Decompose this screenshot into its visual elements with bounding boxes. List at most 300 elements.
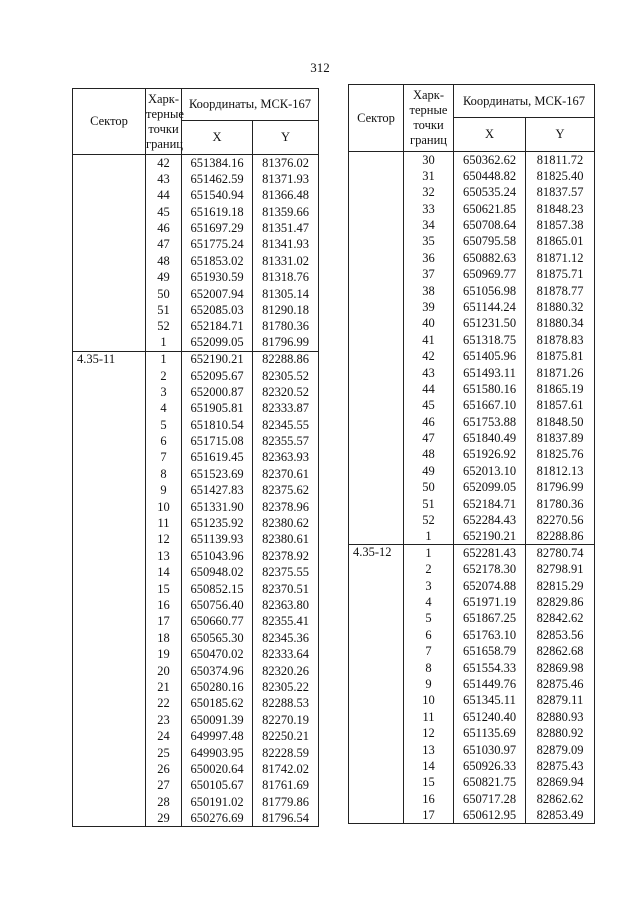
point-number-cell: 27 bbox=[146, 777, 182, 793]
table-row bbox=[73, 286, 319, 302]
table-row bbox=[73, 187, 319, 203]
sector-cell bbox=[73, 679, 146, 695]
x-coordinate-cell: 652284.43 bbox=[454, 512, 526, 528]
y-coordinate-cell: 82780.74 bbox=[526, 545, 595, 561]
y-coordinate-cell: 82363.80 bbox=[253, 597, 319, 613]
x-coordinate-cell: 651523.69 bbox=[182, 466, 253, 482]
x-coordinate-cell: 651427.83 bbox=[182, 482, 253, 498]
y-coordinate-cell: 81837.57 bbox=[526, 184, 595, 200]
point-number-cell: 6 bbox=[146, 433, 182, 449]
sector-cell bbox=[349, 430, 404, 446]
table-row bbox=[73, 204, 319, 220]
y-coordinate-cell: 82333.64 bbox=[253, 646, 319, 662]
point-number-cell: 17 bbox=[404, 807, 454, 823]
x-coordinate-cell: 651926.92 bbox=[454, 447, 526, 463]
y-header: Y bbox=[526, 118, 595, 152]
x-coordinate-cell: 651867.25 bbox=[454, 610, 526, 626]
point-number-cell: 3 bbox=[146, 384, 182, 400]
y-coordinate-cell: 81779.86 bbox=[253, 794, 319, 810]
sector-cell bbox=[349, 496, 404, 512]
sector-cell bbox=[73, 368, 146, 384]
x-coordinate-cell: 650535.24 bbox=[454, 184, 526, 200]
sector-cell bbox=[349, 643, 404, 659]
sector-cell bbox=[349, 561, 404, 577]
y-coordinate-cell: 82250.21 bbox=[253, 728, 319, 744]
y-coordinate-cell: 82869.98 bbox=[526, 660, 595, 676]
x-coordinate-cell: 652184.71 bbox=[454, 496, 526, 512]
sector-cell bbox=[73, 548, 146, 564]
point-number-cell: 44 bbox=[404, 381, 454, 397]
table-row bbox=[349, 233, 595, 249]
x-coordinate-cell: 651930.59 bbox=[182, 269, 253, 285]
sector-cell bbox=[73, 581, 146, 597]
x-coordinate-cell: 651384.16 bbox=[182, 155, 253, 171]
table-row bbox=[349, 594, 595, 610]
x-coordinate-cell: 650717.28 bbox=[454, 791, 526, 807]
point-number-cell: 43 bbox=[146, 171, 182, 187]
point-number-cell: 45 bbox=[404, 397, 454, 413]
x-coordinate-cell: 651449.76 bbox=[454, 676, 526, 692]
sector-cell bbox=[73, 302, 146, 318]
table-row bbox=[349, 627, 595, 643]
point-number-cell: 48 bbox=[146, 253, 182, 269]
x-coordinate-cell: 651345.11 bbox=[454, 692, 526, 708]
y-coordinate-cell: 81857.61 bbox=[526, 397, 595, 413]
table-row bbox=[349, 742, 595, 758]
table-body bbox=[73, 155, 319, 827]
coordinates-table-left bbox=[72, 88, 319, 827]
table-row bbox=[349, 692, 595, 708]
y-coordinate-cell: 81796.99 bbox=[526, 479, 595, 495]
y-coordinate-cell: 81742.02 bbox=[253, 761, 319, 777]
table-row bbox=[73, 335, 319, 351]
sector-cell bbox=[349, 348, 404, 364]
sector-cell bbox=[349, 578, 404, 594]
points-header: Харк-терные точки границ bbox=[404, 85, 454, 152]
x-coordinate-cell: 650882.63 bbox=[454, 250, 526, 266]
x-coordinate-cell: 651144.24 bbox=[454, 299, 526, 315]
x-coordinate-cell: 650020.64 bbox=[182, 761, 253, 777]
point-number-cell: 1 bbox=[404, 545, 454, 561]
sector-cell bbox=[73, 400, 146, 416]
sector-cell bbox=[73, 417, 146, 433]
y-coordinate-cell: 82375.62 bbox=[253, 482, 319, 498]
sector-cell bbox=[349, 233, 404, 249]
y-coordinate-cell: 82875.43 bbox=[526, 758, 595, 774]
x-coordinate-cell: 650621.85 bbox=[454, 201, 526, 217]
sector-cell bbox=[349, 381, 404, 397]
point-number-cell: 35 bbox=[404, 233, 454, 249]
point-number-cell: 17 bbox=[146, 613, 182, 629]
sector-cell bbox=[349, 594, 404, 610]
y-coordinate-cell: 81878.77 bbox=[526, 283, 595, 299]
table-row bbox=[349, 348, 595, 364]
y-coordinate-cell: 81871.26 bbox=[526, 365, 595, 381]
table-header bbox=[349, 85, 595, 152]
sector-header: Сектор bbox=[349, 85, 404, 152]
table-row bbox=[349, 184, 595, 200]
x-coordinate-cell: 651853.02 bbox=[182, 253, 253, 269]
table-row bbox=[73, 515, 319, 531]
y-coordinate-cell: 82880.92 bbox=[526, 725, 595, 741]
table-row bbox=[349, 578, 595, 594]
sector-cell bbox=[73, 531, 146, 547]
sector-cell bbox=[73, 220, 146, 236]
y-coordinate-cell: 81796.99 bbox=[253, 335, 319, 351]
x-coordinate-cell: 651619.18 bbox=[182, 204, 253, 220]
table-row bbox=[349, 758, 595, 774]
sector-cell bbox=[73, 515, 146, 531]
point-number-cell: 20 bbox=[146, 663, 182, 679]
point-number-cell: 41 bbox=[404, 332, 454, 348]
x-coordinate-cell: 651715.08 bbox=[182, 433, 253, 449]
x-header: X bbox=[454, 118, 526, 152]
x-coordinate-cell: 651840.49 bbox=[454, 430, 526, 446]
sector-cell bbox=[349, 201, 404, 217]
table-row bbox=[73, 302, 319, 318]
table-row bbox=[349, 266, 595, 282]
sector-cell bbox=[349, 217, 404, 233]
sector-cell bbox=[349, 332, 404, 348]
x-coordinate-cell: 651043.96 bbox=[182, 548, 253, 564]
sector-cell bbox=[349, 283, 404, 299]
x-coordinate-cell: 650756.40 bbox=[182, 597, 253, 613]
point-number-cell: 6 bbox=[404, 627, 454, 643]
y-coordinate-cell: 82842.62 bbox=[526, 610, 595, 626]
point-number-cell: 15 bbox=[404, 774, 454, 790]
point-number-cell: 7 bbox=[404, 643, 454, 659]
x-coordinate-cell: 652013.10 bbox=[454, 463, 526, 479]
table-row bbox=[349, 430, 595, 446]
sector-cell bbox=[349, 807, 404, 823]
y-coordinate-cell: 82829.86 bbox=[526, 594, 595, 610]
y-coordinate-cell: 82305.22 bbox=[253, 679, 319, 695]
point-number-cell: 11 bbox=[146, 515, 182, 531]
table-row bbox=[73, 450, 319, 466]
table-row bbox=[349, 676, 595, 692]
point-number-cell: 15 bbox=[146, 581, 182, 597]
point-number-cell: 1 bbox=[404, 528, 454, 544]
sector-cell bbox=[349, 692, 404, 708]
point-number-cell: 47 bbox=[146, 236, 182, 252]
x-coordinate-cell: 649997.48 bbox=[182, 728, 253, 744]
x-coordinate-cell: 651318.75 bbox=[454, 332, 526, 348]
table-header bbox=[73, 89, 319, 155]
sector-cell bbox=[349, 447, 404, 463]
y-coordinate-cell: 81341.93 bbox=[253, 236, 319, 252]
table-row bbox=[349, 299, 595, 315]
y-coordinate-cell: 82355.41 bbox=[253, 613, 319, 629]
sector-cell bbox=[349, 627, 404, 643]
y-coordinate-cell: 81331.02 bbox=[253, 253, 319, 269]
y-coordinate-cell: 81871.12 bbox=[526, 250, 595, 266]
x-coordinate-cell: 651331.90 bbox=[182, 499, 253, 515]
y-coordinate-cell: 81865.01 bbox=[526, 233, 595, 249]
sector-cell bbox=[73, 597, 146, 613]
y-coordinate-cell: 82853.56 bbox=[526, 627, 595, 643]
x-coordinate-cell: 651056.98 bbox=[454, 283, 526, 299]
x-coordinate-cell: 652178.30 bbox=[454, 561, 526, 577]
coords-header: Координаты, МСК-167 bbox=[454, 85, 595, 118]
y-coordinate-cell: 81880.32 bbox=[526, 299, 595, 315]
sector-cell bbox=[73, 564, 146, 580]
sector-cell bbox=[73, 253, 146, 269]
x-coordinate-cell: 650362.62 bbox=[454, 152, 526, 168]
point-number-cell: 16 bbox=[404, 791, 454, 807]
y-coordinate-cell: 82862.62 bbox=[526, 791, 595, 807]
x-coordinate-cell: 652099.05 bbox=[454, 479, 526, 495]
point-number-cell: 26 bbox=[146, 761, 182, 777]
x-coordinate-cell: 649903.95 bbox=[182, 745, 253, 761]
x-coordinate-cell: 651030.97 bbox=[454, 742, 526, 758]
x-coordinate-cell: 651753.88 bbox=[454, 414, 526, 430]
point-number-cell: 46 bbox=[404, 414, 454, 430]
y-coordinate-cell: 82875.46 bbox=[526, 676, 595, 692]
table-row bbox=[73, 646, 319, 662]
sector-cell bbox=[73, 777, 146, 793]
point-number-cell: 14 bbox=[404, 758, 454, 774]
table-row bbox=[73, 777, 319, 793]
point-number-cell: 8 bbox=[404, 660, 454, 676]
x-coordinate-cell: 650091.39 bbox=[182, 712, 253, 728]
point-number-cell: 14 bbox=[146, 564, 182, 580]
point-number-cell: 32 bbox=[404, 184, 454, 200]
sector-cell bbox=[349, 184, 404, 200]
point-number-cell: 9 bbox=[404, 676, 454, 692]
table-row bbox=[73, 564, 319, 580]
y-coordinate-cell: 81848.50 bbox=[526, 414, 595, 430]
table-row bbox=[73, 368, 319, 384]
table-row bbox=[349, 397, 595, 413]
x-coordinate-cell: 651763.10 bbox=[454, 627, 526, 643]
sector-cell bbox=[73, 269, 146, 285]
table-row bbox=[349, 414, 595, 430]
sector-cell bbox=[349, 152, 404, 168]
sector-cell bbox=[73, 450, 146, 466]
sector-cell bbox=[73, 171, 146, 187]
table-row bbox=[349, 643, 595, 659]
table-row bbox=[73, 663, 319, 679]
sector-cell bbox=[73, 712, 146, 728]
sector-cell bbox=[349, 315, 404, 331]
coords-header: Координаты, МСК-167 bbox=[182, 89, 319, 121]
y-coordinate-cell: 81351.47 bbox=[253, 220, 319, 236]
y-coordinate-cell: 81878.83 bbox=[526, 332, 595, 348]
sector-cell bbox=[349, 512, 404, 528]
x-coordinate-cell: 652074.88 bbox=[454, 578, 526, 594]
sector-cell bbox=[73, 728, 146, 744]
x-coordinate-cell: 652184.71 bbox=[182, 318, 253, 334]
table-row bbox=[349, 512, 595, 528]
y-coordinate-cell: 82370.51 bbox=[253, 581, 319, 597]
y-header: Y bbox=[253, 121, 319, 155]
sector-cell bbox=[73, 187, 146, 203]
y-coordinate-cell: 81880.34 bbox=[526, 315, 595, 331]
y-coordinate-cell: 81837.89 bbox=[526, 430, 595, 446]
x-coordinate-cell: 652000.87 bbox=[182, 384, 253, 400]
table-row bbox=[349, 332, 595, 348]
sector-cell bbox=[349, 725, 404, 741]
y-coordinate-cell: 82228.59 bbox=[253, 745, 319, 761]
sector-cell bbox=[73, 761, 146, 777]
table-row bbox=[73, 400, 319, 416]
x-coordinate-cell: 651619.45 bbox=[182, 450, 253, 466]
x-coordinate-cell: 650969.77 bbox=[454, 266, 526, 282]
sector-cell bbox=[349, 414, 404, 430]
y-coordinate-cell: 81371.93 bbox=[253, 171, 319, 187]
table-row bbox=[349, 201, 595, 217]
sector-cell bbox=[349, 250, 404, 266]
table-row bbox=[73, 810, 319, 826]
sector-cell bbox=[349, 479, 404, 495]
point-number-cell: 30 bbox=[404, 152, 454, 168]
table-row bbox=[73, 761, 319, 777]
page-number: 312 bbox=[310, 60, 330, 75]
x-coordinate-cell: 650660.77 bbox=[182, 613, 253, 629]
table-row bbox=[349, 528, 595, 544]
table-row bbox=[349, 250, 595, 266]
sector-cell bbox=[349, 299, 404, 315]
point-number-cell: 23 bbox=[146, 712, 182, 728]
y-coordinate-cell: 82320.52 bbox=[253, 384, 319, 400]
x-coordinate-cell: 651493.11 bbox=[454, 365, 526, 381]
x-coordinate-cell: 650565.30 bbox=[182, 630, 253, 646]
y-coordinate-cell: 81865.19 bbox=[526, 381, 595, 397]
table-row bbox=[73, 695, 319, 711]
point-number-cell: 51 bbox=[146, 302, 182, 318]
sector-cell bbox=[73, 630, 146, 646]
point-number-cell: 11 bbox=[404, 709, 454, 725]
y-coordinate-cell: 81305.14 bbox=[253, 286, 319, 302]
table-row bbox=[73, 155, 319, 171]
table-row bbox=[73, 679, 319, 695]
point-number-cell: 7 bbox=[146, 450, 182, 466]
table-row bbox=[349, 168, 595, 184]
x-coordinate-cell: 650374.96 bbox=[182, 663, 253, 679]
table-body bbox=[349, 152, 595, 824]
sector-cell bbox=[73, 433, 146, 449]
sector-cell bbox=[349, 742, 404, 758]
x-coordinate-cell: 650448.82 bbox=[454, 168, 526, 184]
sector-header: Сектор bbox=[73, 89, 146, 155]
table-row bbox=[349, 479, 595, 495]
sector-cell bbox=[73, 384, 146, 400]
y-coordinate-cell: 81825.40 bbox=[526, 168, 595, 184]
y-coordinate-cell: 82880.93 bbox=[526, 709, 595, 725]
sector-cell bbox=[73, 335, 146, 351]
x-coordinate-cell: 651580.16 bbox=[454, 381, 526, 397]
table-row bbox=[349, 725, 595, 741]
y-coordinate-cell: 82288.53 bbox=[253, 695, 319, 711]
table-row bbox=[349, 381, 595, 397]
point-number-cell: 46 bbox=[146, 220, 182, 236]
sector-cell bbox=[73, 646, 146, 662]
x-coordinate-cell: 651554.33 bbox=[454, 660, 526, 676]
sector-cell bbox=[73, 482, 146, 498]
point-number-cell: 5 bbox=[404, 610, 454, 626]
y-coordinate-cell: 82333.87 bbox=[253, 400, 319, 416]
sector-cell bbox=[73, 236, 146, 252]
point-number-cell: 12 bbox=[404, 725, 454, 741]
x-coordinate-cell: 651697.29 bbox=[182, 220, 253, 236]
point-number-cell: 21 bbox=[146, 679, 182, 695]
point-number-cell: 43 bbox=[404, 365, 454, 381]
x-coordinate-cell: 652190.21 bbox=[182, 351, 253, 367]
table-row bbox=[349, 660, 595, 676]
x-coordinate-cell: 651667.10 bbox=[454, 397, 526, 413]
y-coordinate-cell: 82375.55 bbox=[253, 564, 319, 580]
x-coordinate-cell: 650795.58 bbox=[454, 233, 526, 249]
x-coordinate-cell: 650926.33 bbox=[454, 758, 526, 774]
x-coordinate-cell: 651540.94 bbox=[182, 187, 253, 203]
point-number-cell: 24 bbox=[146, 728, 182, 744]
x-coordinate-cell: 651775.24 bbox=[182, 236, 253, 252]
x-coordinate-cell: 651139.93 bbox=[182, 531, 253, 547]
x-coordinate-cell: 650191.02 bbox=[182, 794, 253, 810]
x-coordinate-cell: 652007.94 bbox=[182, 286, 253, 302]
x-coordinate-cell: 650276.69 bbox=[182, 810, 253, 826]
x-coordinate-cell: 650948.02 bbox=[182, 564, 253, 580]
table-row bbox=[73, 466, 319, 482]
x-coordinate-cell: 650852.15 bbox=[182, 581, 253, 597]
table-row bbox=[349, 709, 595, 725]
sector-cell bbox=[73, 155, 146, 171]
x-coordinate-cell: 652190.21 bbox=[454, 528, 526, 544]
point-number-cell: 34 bbox=[404, 217, 454, 233]
x-coordinate-cell: 651905.81 bbox=[182, 400, 253, 416]
table-row bbox=[73, 318, 319, 334]
y-coordinate-cell: 81376.02 bbox=[253, 155, 319, 171]
y-coordinate-cell: 82879.11 bbox=[526, 692, 595, 708]
point-number-cell: 37 bbox=[404, 266, 454, 282]
y-coordinate-cell: 81825.76 bbox=[526, 447, 595, 463]
sector-cell bbox=[73, 318, 146, 334]
table-row bbox=[73, 630, 319, 646]
x-coordinate-cell: 652281.43 bbox=[454, 545, 526, 561]
x-coordinate-cell: 651405.96 bbox=[454, 348, 526, 364]
point-number-cell: 33 bbox=[404, 201, 454, 217]
y-coordinate-cell: 82270.19 bbox=[253, 712, 319, 728]
y-coordinate-cell: 81290.18 bbox=[253, 302, 319, 318]
sector-cell bbox=[349, 610, 404, 626]
x-coordinate-cell: 650105.67 bbox=[182, 777, 253, 793]
sector-cell bbox=[349, 791, 404, 807]
y-coordinate-cell: 82879.09 bbox=[526, 742, 595, 758]
table-row bbox=[73, 384, 319, 400]
point-number-cell: 13 bbox=[146, 548, 182, 564]
sector-cell bbox=[349, 365, 404, 381]
table-row bbox=[349, 774, 595, 790]
sector-cell bbox=[349, 758, 404, 774]
y-coordinate-cell: 81796.54 bbox=[253, 810, 319, 826]
point-number-cell: 52 bbox=[404, 512, 454, 528]
x-coordinate-cell: 650280.16 bbox=[182, 679, 253, 695]
point-number-cell: 48 bbox=[404, 447, 454, 463]
y-coordinate-cell: 81811.72 bbox=[526, 152, 595, 168]
table-row bbox=[349, 365, 595, 381]
coordinates-table-right bbox=[348, 84, 595, 824]
table-row bbox=[349, 315, 595, 331]
sector-cell bbox=[73, 466, 146, 482]
table-row bbox=[73, 613, 319, 629]
table-row bbox=[73, 531, 319, 547]
sector-cell: 4.35-12 bbox=[349, 545, 404, 561]
point-number-cell: 45 bbox=[146, 204, 182, 220]
y-coordinate-cell: 81875.71 bbox=[526, 266, 595, 282]
table-row bbox=[73, 253, 319, 269]
x-coordinate-cell: 651240.40 bbox=[454, 709, 526, 725]
x-coordinate-cell: 651810.54 bbox=[182, 417, 253, 433]
